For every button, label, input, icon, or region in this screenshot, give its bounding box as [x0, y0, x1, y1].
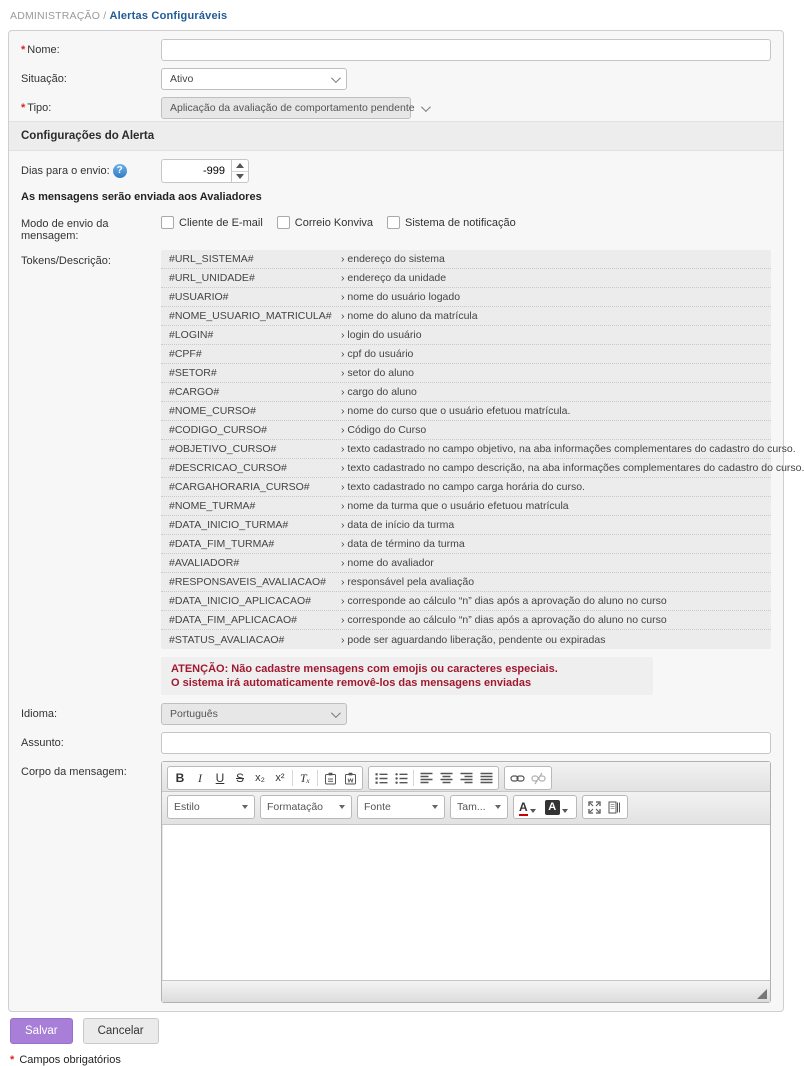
token-description: › corresponde ao cálculo “n” dias após a aprovação do aluno no curso [341, 614, 667, 626]
size-dropdown[interactable] [450, 795, 508, 819]
token-description: › cargo do aluno [341, 386, 417, 398]
tipo-row [21, 97, 771, 119]
token-row [161, 250, 771, 269]
align-right-icon[interactable] [456, 768, 476, 788]
token-name: #DATA_FIM_APLICACAO# [169, 614, 297, 626]
maximize-icon[interactable] [585, 797, 605, 817]
arrow-up-icon [236, 163, 244, 168]
token-name: #URL_UNIDADE# [169, 272, 255, 284]
token-name: #NOME_TURMA# [169, 500, 256, 512]
text-color-letter: A [519, 800, 528, 814]
required-fields-note [10, 1054, 784, 1066]
token-row [161, 554, 771, 573]
checkbox-label: Correio Konviva [294, 216, 374, 229]
modo-envio-row [21, 213, 771, 242]
unlink-icon[interactable] [528, 768, 549, 788]
token-description: › Código do Curso [341, 424, 427, 436]
token-name: #STATUS_AVALIACAO# [169, 633, 285, 646]
token-row [161, 421, 771, 440]
link-icon[interactable] [507, 768, 528, 788]
token-description: › nome do usuário logado [341, 291, 461, 303]
token-name: #CARGAHORARIA_CURSO# [169, 481, 310, 493]
chevron-down-icon [562, 809, 568, 813]
warning-line-2: O sistema irá automaticamente removê-los das mensagens enviadas [171, 677, 532, 689]
token-name: #AVALIADOR# [169, 557, 240, 569]
chevron-down-icon [331, 708, 341, 718]
token-description: › nome do curso que o usuário efetuou matrícula. [341, 405, 571, 417]
rich-text-editor [161, 761, 771, 1003]
paste-icon[interactable] [320, 768, 340, 788]
assunto-row [21, 732, 771, 754]
remove-format-button[interactable]: Tₓ [299, 770, 311, 785]
token-name: #DATA_INICIO_TURMA# [169, 519, 289, 531]
dias-envio-row [21, 159, 771, 183]
editor-status-bar [162, 980, 770, 1002]
token-name: #RESPONSAVEIS_AVALIACAO# [169, 576, 326, 588]
tipo-label-text: Tipo: [27, 102, 52, 114]
resize-handle[interactable] [757, 989, 767, 999]
idioma-row [21, 703, 771, 725]
token-row [161, 535, 771, 554]
token-row [161, 573, 771, 592]
token-row [161, 345, 771, 364]
token-description: › corresponde ao cálculo “n” dias após a aprovação do aluno no curso [341, 595, 667, 607]
token-description: › texto cadastrado no campo carga horária do curso. [341, 481, 585, 493]
checkbox[interactable] [277, 216, 290, 229]
background-color-letter: A [545, 800, 560, 815]
dias-envio-label [21, 159, 161, 178]
bulleted-list-icon[interactable] [391, 768, 411, 788]
token-row [161, 478, 771, 497]
token-description: › data de término da turma [341, 538, 465, 550]
format-dropdown[interactable] [260, 795, 352, 819]
token-description: › data de início da turma [341, 519, 455, 531]
idioma-select[interactable] [161, 703, 347, 725]
warning-row [21, 657, 771, 695]
token-description: › cpf do usuário [341, 348, 414, 360]
send-mode-option[interactable] [387, 216, 516, 229]
token-row [161, 402, 771, 421]
size-dropdown-label: Tam... [457, 801, 486, 813]
align-left-icon[interactable] [416, 768, 436, 788]
situacao-select[interactable] [161, 68, 347, 90]
token-description: › texto cadastrado no campo descrição, na aba informações complementares do cadastro do curso. [341, 462, 804, 474]
paste-from-word-icon[interactable] [340, 768, 360, 788]
token-row [161, 459, 804, 478]
chevron-down-icon [530, 809, 536, 813]
help-icon[interactable]: ? [113, 164, 127, 178]
spinner-up-button[interactable] [232, 160, 248, 172]
token-row [161, 592, 771, 611]
italic-button[interactable]: I [198, 770, 202, 785]
subscript-button[interactable]: x₂ [255, 772, 265, 784]
assunto-label: Assunto: [21, 737, 64, 749]
modo-envio-label: Modo de envio da mensagem: [21, 218, 109, 242]
checkbox-label: Cliente de E-mail [179, 216, 263, 229]
required-marker: * [21, 102, 26, 114]
token-row [161, 326, 771, 345]
toolbar-separator [413, 770, 414, 786]
token-row [161, 497, 771, 516]
token-description: › nome do avaliador [341, 557, 434, 569]
chevron-down-icon [432, 805, 438, 809]
token-name: #USUARIO# [169, 291, 229, 303]
dias-envio-label-text: Dias para o envio: [21, 164, 110, 177]
token-row [161, 269, 771, 288]
save-button[interactable]: Salvar [10, 1018, 73, 1044]
token-row [161, 630, 771, 649]
nome-label [21, 39, 161, 56]
token-name: #CODIGO_CURSO# [169, 424, 268, 436]
corpo-row [21, 761, 771, 1003]
token-name: #DATA_INICIO_APLICACAO# [169, 595, 311, 607]
idioma-label: Idioma: [21, 708, 58, 720]
checkbox[interactable] [387, 216, 400, 229]
nome-row [21, 39, 771, 61]
breadcrumb [10, 10, 784, 22]
chevron-down-icon [242, 805, 248, 809]
token-row [161, 611, 771, 630]
recipients-note: As mensagens serão enviada aos Avaliadores [21, 191, 262, 203]
superscript-button[interactable]: x² [275, 772, 285, 784]
nome-input[interactable] [161, 39, 771, 61]
token-name: #DATA_FIM_TURMA# [169, 538, 275, 550]
editor-content[interactable] [162, 825, 770, 980]
font-dropdown-label: Fonte [364, 801, 391, 813]
token-row [161, 516, 771, 535]
nome-label-text: Nome: [27, 44, 60, 56]
toolbar-separator [292, 770, 293, 786]
token-description: › endereço da unidade [341, 272, 447, 284]
idioma-selected-value: Português [170, 708, 218, 720]
tokens-row [21, 250, 804, 649]
section-header-configuracoes: Configurações do Alerta [9, 121, 783, 151]
format-dropdown-label: Formatação [267, 801, 324, 813]
breadcrumb-section[interactable]: ADMINISTRAÇÃO / [10, 10, 110, 22]
cancel-button[interactable]: Cancelar [83, 1018, 159, 1044]
token-description: › login do usuário [341, 329, 422, 341]
dias-envio-stepper [161, 159, 249, 183]
align-center-icon[interactable] [436, 768, 456, 788]
warning-line-1: ATENÇÃO: Não cadastre mensagens com emojis ou caracteres especiais. [171, 663, 558, 675]
corpo-label: Corpo da mensagem: [21, 766, 127, 778]
token-description: › endereço do sistema [341, 253, 445, 265]
token-row [161, 440, 796, 459]
token-row [161, 383, 771, 402]
situacao-selected-value: Ativo [170, 73, 194, 85]
show-blocks-icon[interactable] [605, 797, 625, 817]
editor-toolbar-row-2 [162, 792, 770, 825]
token-row [161, 307, 771, 326]
token-row [161, 288, 771, 307]
underline-button[interactable]: U [215, 771, 225, 785]
numbered-list-icon[interactable] [371, 768, 391, 788]
tipo-label [21, 97, 161, 114]
text-color-button[interactable] [516, 797, 542, 817]
chevron-down-icon [495, 805, 501, 809]
token-name: #LOGIN# [169, 329, 214, 341]
chevron-down-icon [339, 805, 345, 809]
required-marker: * [21, 44, 26, 56]
tipo-selected-value: Aplicação da avaliação de comportamento pendente [170, 102, 415, 114]
justify-icon[interactable] [476, 768, 496, 788]
required-fields-text: Campos obrigatórios [19, 1054, 121, 1066]
alert-config-form [8, 30, 804, 1012]
token-name: #NOME_USUARIO_MATRICULA# [169, 310, 332, 322]
editor-toolbar-row-1 [162, 762, 770, 792]
assunto-input[interactable] [161, 732, 771, 754]
token-name: #CARGO# [169, 386, 220, 398]
token-description: › pode ser aguardando liberação, pendente ou expiradas [341, 633, 606, 646]
form-actions [10, 1018, 784, 1044]
token-table [161, 250, 804, 649]
emoji-warning [161, 657, 653, 695]
token-description: › texto cadastrado no campo objetivo, na aba informações complementares do cadastro do curso. [341, 443, 796, 455]
token-description: › nome da turma que o usuário efetuou matrícula [341, 500, 569, 512]
token-description: › nome do aluno da matrícula [341, 310, 478, 322]
token-row [161, 364, 771, 383]
required-marker: * [10, 1054, 15, 1066]
token-name: #NOME_CURSO# [169, 405, 256, 417]
send-mode-option[interactable] [161, 216, 263, 229]
bold-button[interactable]: B [175, 771, 185, 785]
strikethrough-button[interactable]: S [235, 771, 244, 785]
checkbox-label: Sistema de notificação [405, 216, 516, 229]
chevron-down-icon [331, 73, 341, 83]
arrow-down-icon [236, 174, 244, 179]
font-dropdown[interactable] [357, 795, 445, 819]
token-name: #CPF# [169, 348, 202, 360]
breadcrumb-current-page: Alertas Configuráveis [109, 10, 228, 22]
send-mode-option[interactable] [277, 216, 373, 229]
background-color-button[interactable] [542, 797, 574, 817]
situacao-label: Situação: [21, 73, 67, 85]
token-description: › setor do aluno [341, 367, 414, 379]
token-name: #DESCRICAO_CURSO# [169, 462, 287, 474]
chevron-down-icon [421, 102, 431, 112]
style-dropdown[interactable] [167, 795, 255, 819]
token-name: #SETOR# [169, 367, 217, 379]
spinner-down-button[interactable] [232, 172, 248, 183]
modo-envio-options [161, 213, 771, 229]
token-description: › responsável pela avaliação [341, 576, 475, 588]
checkbox[interactable] [161, 216, 174, 229]
toolbar-separator [317, 770, 318, 786]
style-dropdown-label: Estilo [174, 801, 200, 813]
tipo-select[interactable] [161, 97, 415, 119]
token-name: #OBJETIVO_CURSO# [169, 443, 277, 455]
tokens-label: Tokens/Descrição: [21, 255, 111, 267]
situacao-row [21, 68, 771, 90]
token-name: #URL_SISTEMA# [169, 253, 254, 265]
dias-envio-input[interactable] [161, 159, 231, 183]
